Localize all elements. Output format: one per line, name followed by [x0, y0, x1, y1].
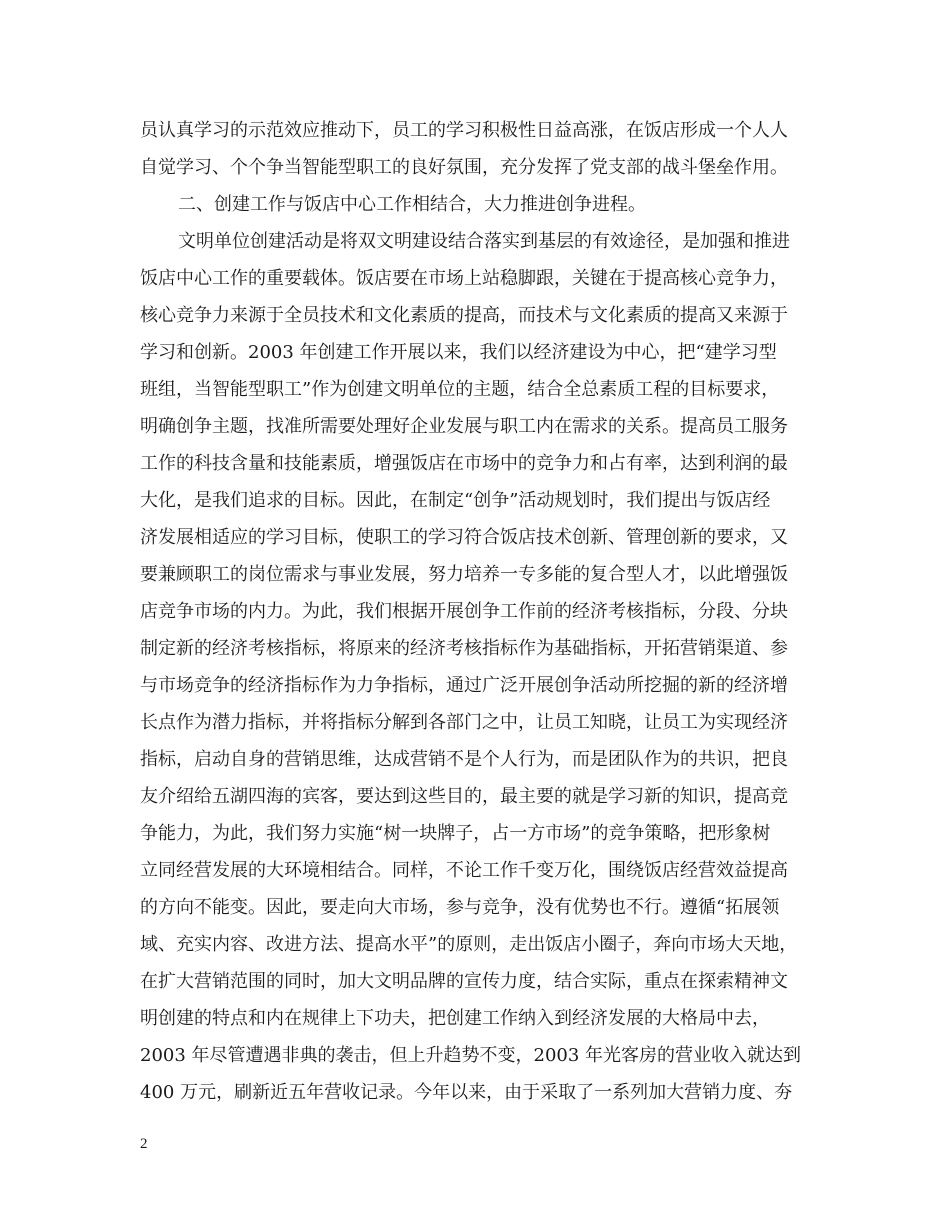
text-line: 指标，启动自身的营销思维，达成营销不是个人行为，而是团队作为的共识，把良 [140, 749, 788, 770]
text-line: 饭店中心工作的重要载体。饭店要在市场上站稳脚跟，关键在于提高核心竞争力， [140, 268, 788, 289]
text-line: 立同经营发展的大环境相结合。同样，不论工作千变万化，围绕饭店经营效益提高 [140, 860, 788, 881]
text-line: 长点作为潜力指标，并将指标分解到各部门之中，让员工知晓，让员工为实现经济 [140, 712, 788, 733]
text-line: 要兼顾职工的岗位需求与事业发展，努力培养一专多能的复合型人才，以此增强饭 [140, 564, 788, 585]
text-line: 域、充实内容、改进方法、提高水平”的原则，走出饭店小圈子，奔向市场大天地， [140, 934, 798, 955]
page-number: 2 [140, 1136, 148, 1152]
text-line: 店竞争市场的内力。为此，我们根据开展创争工作前的经济考核指标，分段、分块 [140, 601, 788, 622]
text-line: 的方向不能变。因此，要走向大市场，参与竞争，没有优势也不行。遵循“拓展领 [140, 897, 780, 918]
text-line: 济发展相适应的学习目标，使职工的学习符合饭店技术创新、管理创新的要求，又 [140, 527, 788, 548]
text-line: 争能力，为此，我们努力实施“树一块牌子，占一方市场”的竞争策略，把形象树 [140, 823, 771, 844]
text-line: 二、创建工作与饭店中心工作相结合，大力推进创争进程。 [178, 194, 646, 215]
text-line: 制定新的经济考核指标，将原来的经济考核指标作为基础指标，开拓营销渠道、参 [140, 638, 788, 659]
text-line: 在扩大营销范围的同时，加大文明品牌的宣传力度，结合实际，重点在探索精神文 [140, 971, 788, 992]
body-text [140, 112, 820, 1111]
text-line: 大化，是我们追求的目标。因此，在制定“创争”活动规划时，我们提出与饭店经 [140, 490, 771, 511]
text-line: 班组，当智能型职工”作为创建文明单位的主题，结合全总素质工程的目标要求， [140, 379, 780, 400]
text-line: 文明单位创建活动是将双文明建设结合落实到基层的有效途径，是加强和推进 [178, 231, 790, 252]
text-line: 明确创争主题，找准所需要处理好企业发展与职工内在需求的关系。提高员工服务 [140, 416, 788, 437]
text-line: 自觉学习、个个争当智能型职工的良好氛围，充分发挥了党支部的战斗堡垒作用。 [140, 157, 788, 178]
text-line: 学习和创新。2003 年创建工作开展以来，我们以经济建设为中心，把“建学习型 [140, 342, 777, 363]
text-line: 2003 年尽管遭遇非典的袭击，但上升趋势不变，2003 年光客房的营业收入就达到 [140, 1045, 802, 1066]
text-line: 明创建的特点和内在规律上下功夫，把创建工作纳入到经济发展的大格局中去， [140, 1008, 770, 1029]
text-line: 工作的科技含量和技能素质，增强饭店在市场中的竞争力和占有率，达到利润的最 [140, 453, 788, 474]
text-line: 400 万元，刷新近五年营收记录。今年以来，由于采取了一系列加大营销力度、夯 [140, 1082, 793, 1103]
text-line: 员认真学习的示范效应推动下，员工的学习积极性日益高涨，在饭店形成一个人人 [140, 120, 788, 141]
text-line: 核心竞争力来源于全员技术和文化素质的提高，而技术与文化素质的提高又来源于 [140, 305, 788, 326]
text-line: 友介绍给五湖四海的宾客，要达到这些目的，最主要的就是学习新的知识，提高竞 [140, 786, 788, 807]
text-line: 与市场竞争的经济指标作为力争指标，通过广泛开展创争活动所挖掘的新的经济增 [140, 675, 788, 696]
